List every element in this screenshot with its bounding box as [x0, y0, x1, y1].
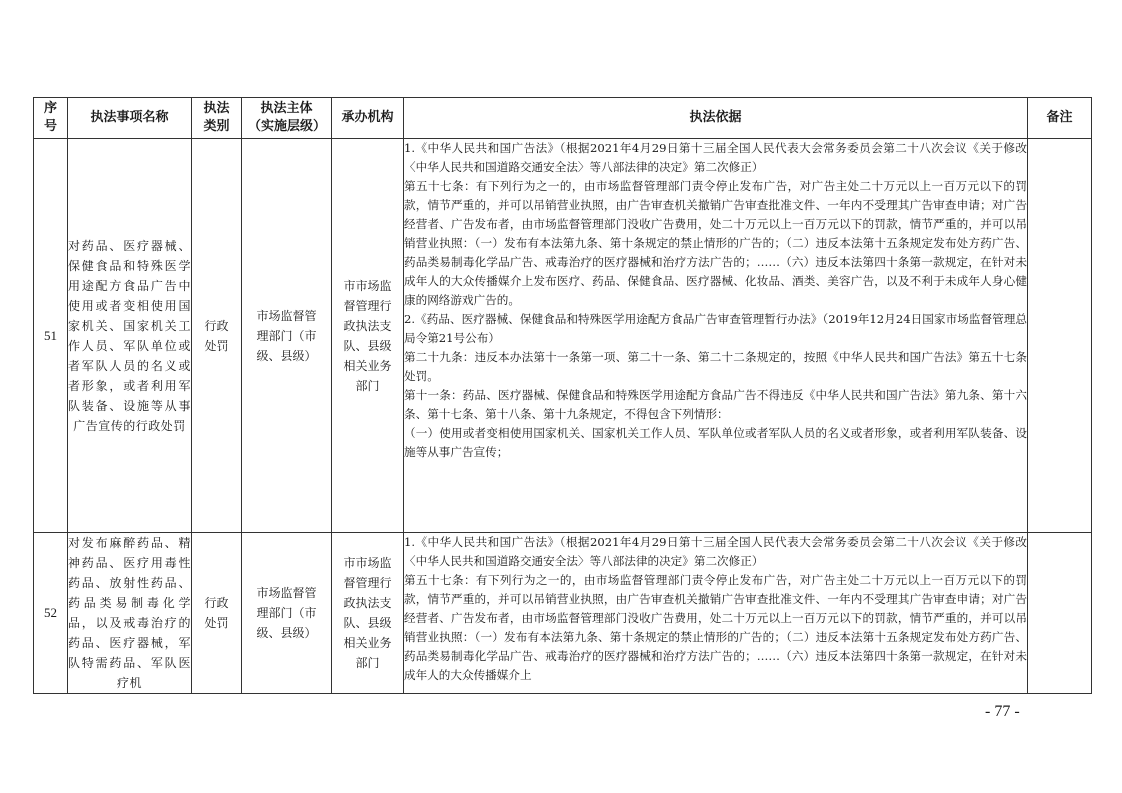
basis-paragraph: 第五十七条：有下列行为之一的，由市场监督管理部门责令停止发布广告，对广告主处二十万元以上一百万元以下的罚款，情节严重的，并可以吊销营业执照，由广告审查机关撤销广告审查批准文件、一年内不受理其广告审查申请；对广告经营者、广告发布者，由市场监督管理部门没收广告费用，处二十万元以上一百万元以下的罚款，情节严重的，并可以吊销营业执照：（一）发布有本法第九条、第十条规定的禁止情形的广告的；（二）违反本法第十五条规定发布处方药广告、药品类易制毒化学品广告、戒毒治疗的医疗器械和治疗方法广告的；……（六）违反本法第四十条第一款规定，在针对未成年人的大众传播媒介上发布医疗、药品、保健食品、医疗器械、化妆品、酒类、美容广告，以及不利于未成年人身心健康的网络游戏广告的。 — [404, 179, 1027, 307]
header-subject: 执法主体（实施层级） — [242, 98, 332, 139]
row-remark — [1028, 533, 1092, 694]
basis-paragraph: 1.《中华人民共和国广告法》（根据2021年4月29日第十三届全国人民代表大会常务委员会第二十八次会议《关于修改〈中华人民共和国道路交通安全法〉等八部法律的决定》第二次修正） — [404, 535, 1027, 568]
row-seq: 51 — [34, 139, 68, 533]
header-basis: 执法依据 — [404, 98, 1028, 139]
basis-paragraph: 2.《药品、医疗器械、保健食品和特殊医学用途配方食品广告审查管理暂行办法》（2019年12月24日国家市场监督管理总局令第21号公布） — [404, 312, 1027, 345]
row-category: 行政处罚 — [192, 139, 242, 533]
row-legal-basis — [404, 533, 1028, 694]
row-legal-basis — [404, 139, 1028, 533]
row-agency: 市市场监督管理行政执法支队、县级相关业务部门 — [332, 139, 404, 533]
row-agency: 市市场监督管理行政执法支队、县级相关业务部门 — [332, 533, 404, 694]
row-subject: 市场监督管理部门（市级、县级） — [242, 139, 332, 533]
basis-paragraph: 第五十七条：有下列行为之一的，由市场监督管理部门责令停止发布广告，对广告主处二十万元以上一百万元以下的罚款，情节严重的，并可以吊销营业执照，由广告审查机关撤销广告审查批准文件、一年内不受理其广告审查申请；对广告经营者、广告发布者，由市场监督管理部门没收广告费用，处二十万元以上一百万元以下的罚款，情节严重的，并可以吊销营业执照：（一）发布有本法第九条、第十条规定的禁止情形的广告的；（二）违反本法第十五条规定发布处方药广告、药品类易制毒化学品广告、戒毒治疗的医疗器械和治疗方法广告的；……（六）违反本法第四十条第一款规定，在针对未成年人的大众传播媒介上 — [404, 573, 1027, 682]
row-item-name: 对发布麻醉药品、精神药品、医疗用毒性药品、放射性药品、药品类易制毒化学品，以及戒毒治疗的药品、医疗器械，军队特需药品、军队医疗机 — [68, 533, 192, 694]
enforcement-table — [33, 97, 1092, 694]
header-seq: 序号 — [34, 98, 68, 139]
header-agency: 承办机构 — [332, 98, 404, 139]
row-category: 行政处罚 — [192, 533, 242, 694]
header-remark: 备注 — [1028, 98, 1092, 139]
basis-paragraph: 第二十九条：违反本办法第十一条第一项、第二十一条、第二十二条规定的，按照《中华人民共和国广告法》第五十七条处罚。 — [404, 350, 1027, 383]
row-item-name: 对药品、医疗器械、保健食品和特殊医学用途配方食品广告中使用或者变相使用国家机关、国家机关工作人员、军队单位或者军队人员的名义或者形象，或者利用军队装备、设施等从事广告宣传的行政处罚 — [68, 139, 192, 533]
table-row — [34, 533, 1092, 694]
header-category: 执法类别 — [192, 98, 242, 139]
row-seq: 52 — [34, 533, 68, 694]
page-number: - 77 - — [985, 703, 1020, 720]
basis-paragraph: 第十一条：药品、医疗器械、保健食品和特殊医学用途配方食品广告不得违反《中华人民共和国广告法》第九条、第十六条、第十七条、第十八条、第十九条规定，不得包含下列情形： — [404, 388, 1027, 421]
row-subject: 市场监督管理部门（市级、县级） — [242, 533, 332, 694]
row-remark — [1028, 139, 1092, 533]
table-row — [34, 139, 1092, 533]
basis-paragraph: （一）使用或者变相使用国家机关、国家机关工作人员、军队单位或者军队人员的名义或者形象，或者利用军队装备、设施等从事广告宣传； — [404, 426, 1027, 459]
basis-paragraph: 1.《中华人民共和国广告法》（根据2021年4月29日第十三届全国人民代表大会常务委员会第二十八次会议《关于修改〈中华人民共和国道路交通安全法〉等八部法律的决定》第二次修正） — [404, 141, 1027, 174]
header-row — [34, 98, 1092, 139]
header-name: 执法事项名称 — [68, 98, 192, 139]
